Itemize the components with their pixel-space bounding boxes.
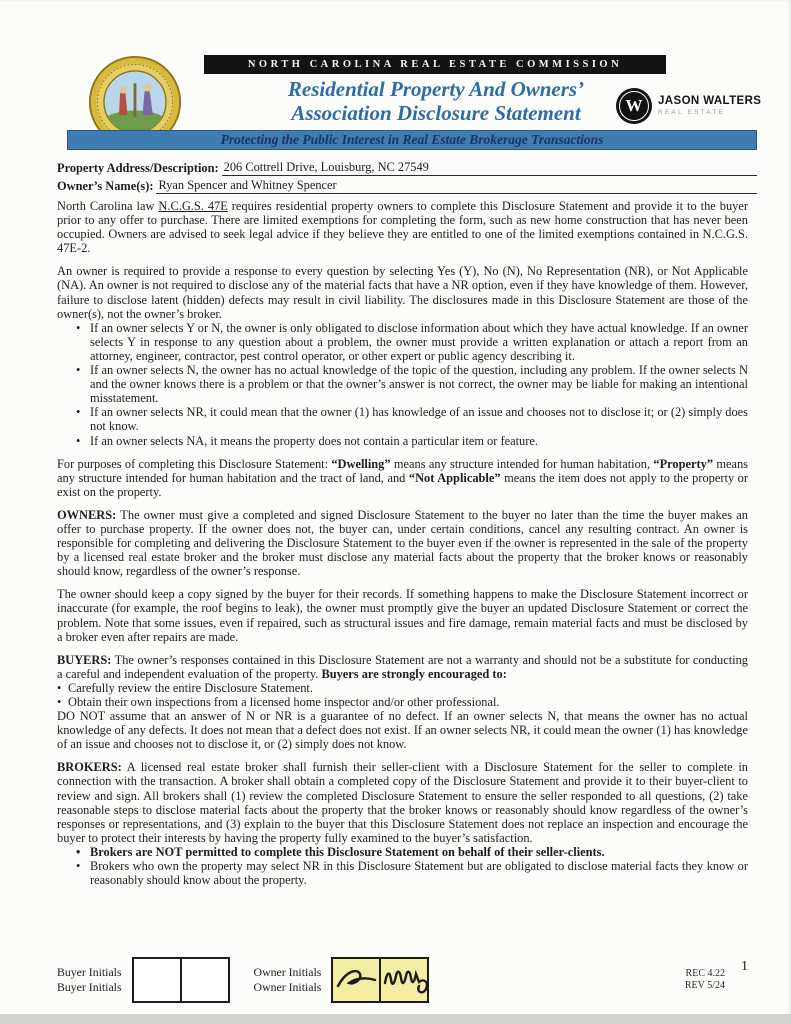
paragraph-response-options: An owner is required to provide a response to every question by selecting Yes (Y), No (N), No Representation (NR), or Not Applicable (NA). An owner is not required to disclose any of the material facts that have a NR option, even if they have knowledge of them. However, failure to disclose latent (hidden) defects may result in civil liability. The disclosures made in this Disclosure Statement are those of the owner(s), not the owner’s broker.: [57, 264, 748, 321]
buyer-bullet-review: • Carefully review the entire Disclosure Statement.: [57, 681, 748, 695]
bullet-item-n: • If an owner selects N, the owner has no actual knowledge of the topic of the question, including any problem. If the owner selects N and the owner knows there is a problem or that the owner’s answer is not correct, the owner may be liable for making an intentional misstatement.: [57, 363, 748, 405]
paragraph-brokers: BROKERS: A licensed real estate broker shall furnish their seller-client with a Disclosure Statement for the seller to complete in connection with the transaction. A broker shall obtain a completed copy of the Disclosure Statement and provide it to their buyer-client to review and sign. All brokers shall (1) review the completed Disclosure Statement to ensure the seller responded to all questions, (2) take reasonable steps to disclose material facts about the property that the broker knows or reasonably should know regardless of the owner’s responses or representations, and (3) explain to the buyer that this Disclosure Statement does not replace an inspection and encourage the buyer to protect their interests by having the property fully examined to the buyer’s satisfaction.: [57, 760, 748, 845]
owner-initials-boxes: [331, 957, 427, 1003]
buyer-initials-boxes: [132, 957, 228, 1003]
page-title: [235, 77, 637, 125]
buyer-initials-box-1[interactable]: [132, 957, 182, 1003]
buyer-initials-label-2: Buyer Initials: [57, 980, 122, 994]
page-number: 1: [741, 959, 748, 974]
property-address-value[interactable]: 206 Cottrell Drive, Louisburg, NC 27549: [222, 160, 757, 176]
commission-title-bar: NORTH CAROLINA REAL ESTATE COMMISSION: [204, 55, 666, 74]
buyer-bullet-inspections: • Obtain their own inspections from a licensed home inspector and/or other professional.: [57, 695, 748, 709]
page-title-line1: Residential Property And Owners’: [287, 77, 585, 101]
brokerage-logo: [616, 88, 766, 124]
buyer-initials-box-2[interactable]: [180, 957, 230, 1003]
bullet-item-y-or-n: • If an owner selects Y or N, the owner is only obligated to disclose information about which they have actual knowledge. If an owner selects Y in response to any question about a problem, the owner must provide a written explanation or attach a report from an attorney, engineer, contractor, pest control operator, or other expert or public agency describing it.: [57, 321, 748, 363]
brokerage-name-block: [658, 96, 761, 116]
form-rec-code: REC 4.22: [685, 968, 725, 979]
owner-signature-1-icon: [333, 959, 379, 1001]
paragraph-do-not-assume: DO NOT assume that an answer of N or NR is a guarantee of no defect. If an owner selects N, that means the owner has no actual knowledge of any defects. It does not mean that a defect does not exist. If an owner selects NR, it could mean the owner (1) has knowledge of an issue and chooses not to disclose it, or (2) simply does not know.: [57, 709, 748, 752]
document-header: [0, 0, 791, 155]
paragraph-definitions: For purposes of completing this Disclosure Statement: “Dwelling” means any structure intended for human habitation, “Property” means any structure intended for human habitation and the tract of land, and “Not Applicable” means the item does not apply to the property or exist on the property.: [57, 456, 749, 499]
broker-bullet-not-permitted: • Brokers are NOT permitted to complete this Disclosure Statement on behalf of their seller-clients.: [57, 845, 748, 859]
tagline-bar: Protecting the Public Interest in Real Estate Brokerage Transactions: [67, 130, 757, 150]
paragraph-owners: OWNERS: The owner must give a completed and signed Disclosure Statement to the buyer no later than the time the buyer makes an offer to purchase property. If the owner does not, the buyer can, under certain conditions, cancel any resulting contract. An owner is responsible for completing and delivering the Disclosure Statement to the buyer even if the owner is represented in the sale of the property by a licensed real estate broker and the broker must disclose any material facts about the property that the broker knows or reasonably should know, regardless of the owner’s response.: [57, 507, 748, 579]
document-body: [57, 199, 748, 887]
paragraph-buyers: BUYERS: The owner’s responses contained in this Disclosure Statement are not a warranty and should not be a substitute for conducting a careful and independent evaluation of the property. Buyers are strongly encouraged to:: [57, 652, 748, 681]
brokerage-subtitle: REAL ESTATE: [658, 108, 726, 116]
property-address-row: [57, 160, 757, 176]
owner-names-label: Owner’s Name(s):: [57, 179, 154, 193]
form-revision-block: [685, 968, 725, 992]
owner-names-row: [57, 178, 757, 194]
page-title-line2: Association Disclosure Statement: [291, 101, 581, 125]
bullet-item-nr: • If an owner selects NR, it could mean that the owner (1) has knowledge of an issue and chooses not to disclose it; or (2) simply does not know.: [57, 405, 748, 433]
paragraph-keep-copy: The owner should keep a copy signed by the buyer for their records. If something happens to make the Disclosure Statement incorrect or inaccurate (for example, the roof begins to leak), the owner must promptly give the buyer an updated Disclosure Statement or correct the problem. Note that some issues, even if repaired, such as structural issues and fire damage, remain material facts and must be disclosed by a broker even after repairs are made.: [57, 587, 748, 644]
owner-signature-2-icon: [381, 959, 427, 1001]
broker-bullet-own-property: • Brokers who own the property may select NR in this Disclosure Statement but are obligated to disclose material facts they know or reasonably should know about the property.: [57, 859, 748, 887]
owner-initials-box-2[interactable]: [379, 957, 429, 1003]
w-monogram-icon: W: [616, 88, 652, 124]
initials-footer: [57, 957, 748, 1003]
response-option-bullets: [57, 321, 748, 448]
owner-initials-label-2: Owner Initials: [253, 980, 322, 994]
bullet-item-na: • If an owner selects NA, it means the property does not contain a particular item or feature.: [57, 434, 748, 448]
owner-initials-label-1: Owner Initials: [253, 965, 322, 979]
form-rev-code: REV 5/24: [684, 980, 725, 991]
paragraph-intro-law: North Carolina law N.C.G.S. 47E requires residential property owners to complete this Disclosure Statement and provide it to the buyer prior to any offer to purchase. There are limited exemptions for completing the form, such as new home construction that has never been occupied. Owners are advised to seek legal advice if they believe they are entitled to one of the limited exemptions contained in N.C.G.S. 47E-2.: [57, 199, 748, 256]
buyer-initials-label-1: Buyer Initials: [57, 965, 122, 979]
brokerage-name: JASON WALTERS: [658, 95, 762, 107]
scan-bottom-edge: [0, 1014, 791, 1024]
buyer-initials-labels: [57, 965, 122, 995]
property-address-label: Property Address/Description:: [57, 161, 219, 175]
property-fields: [57, 160, 757, 196]
owner-initials-labels: [254, 965, 322, 995]
owner-initials-box-1[interactable]: [331, 957, 381, 1003]
owner-names-value[interactable]: Ryan Spencer and Whitney Spencer: [156, 178, 757, 194]
